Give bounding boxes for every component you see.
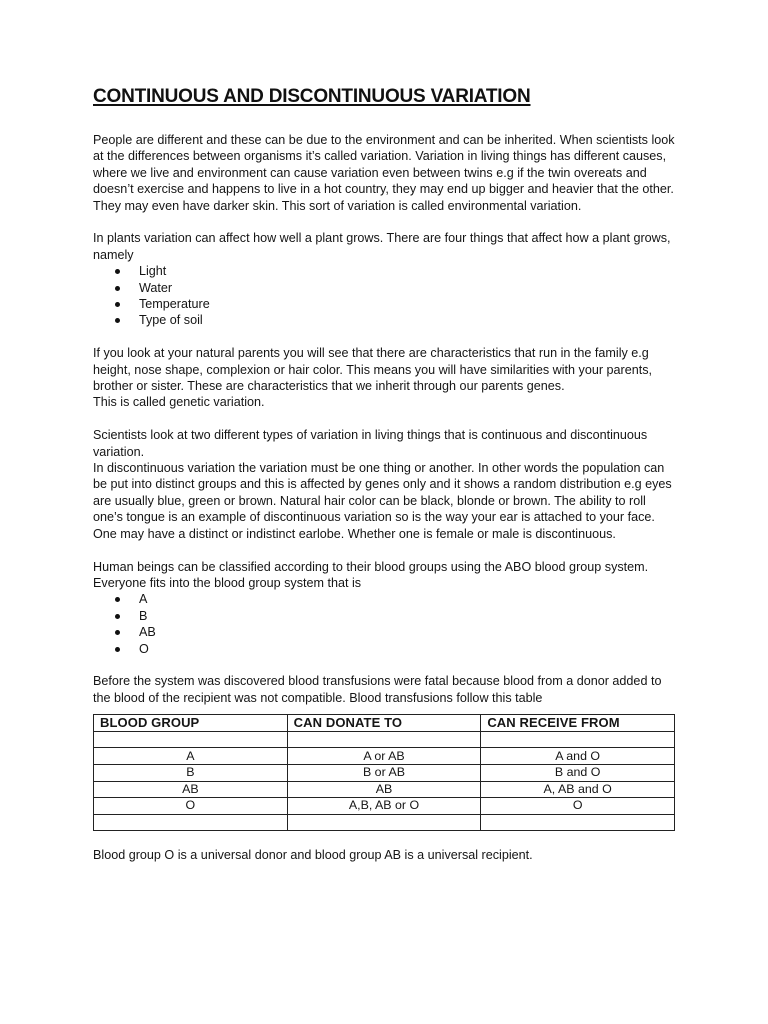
plants-paragraph: In plants variation can affect how well a plant grows. There are four things that affect how a plant grows, namely xyxy=(93,231,671,262)
table-cell xyxy=(94,814,288,831)
bullet-icon xyxy=(115,614,120,619)
bullet-icon xyxy=(115,302,120,307)
table-cell: A, AB and O xyxy=(481,781,675,798)
table-row xyxy=(94,798,675,815)
list-item: Temperature xyxy=(115,296,678,312)
document-body xyxy=(93,132,678,880)
list-item: Water xyxy=(115,280,678,296)
blood-transfusion-table xyxy=(93,714,675,831)
table-cell xyxy=(287,814,481,831)
bullet-icon xyxy=(115,318,120,323)
bullet-icon xyxy=(115,647,120,652)
table-cell xyxy=(94,731,288,748)
conclusion-paragraph: Blood group O is a universal donor and blood group AB is a universal recipient. xyxy=(93,848,533,863)
table-cell: A xyxy=(94,748,288,765)
header-can-receive-from: CAN RECEIVE FROM xyxy=(481,715,675,732)
list-item: Type of soil xyxy=(115,312,678,328)
table-cell: B xyxy=(94,764,288,781)
discontinuous-paragraph: In discontinuous variation the variation must be one thing or another. In other words the population can be put into distinct groups and this is affected by genes only and it shows a random distribution e.g eyes are usually blue, green or brown. Natural hair color can be black, blonde or brown. The ability to roll one’s tongue is an example of discontinuous variation so is the way your ear is attached to your face. One may have a distinct or indistinct earlobe. Whether one is female or male is discontinuous. xyxy=(93,461,672,541)
table-cell: O xyxy=(481,798,675,815)
blood-groups-paragraph: Human beings can be classified according to their blood groups using the ABO blood group system. Everyone fits into the blood group system that is xyxy=(93,559,649,590)
header-can-donate-to: CAN DONATE TO xyxy=(287,715,481,732)
types-paragraph: Scientists look at two different types of variation in living things that is continuous and discontinuous variation. xyxy=(93,428,648,459)
table-row xyxy=(94,814,675,831)
genetics-paragraph: If you look at your natural parents you will see that there are characteristics that run in the family e.g height, nose shape, complexion or hair color. This means you will have similarities with your parents, brother or sister. These are characteristics that we inherit through our parents genes. xyxy=(93,346,653,394)
table-row xyxy=(94,764,675,781)
table-cell: O xyxy=(94,798,288,815)
table-cell: A or AB xyxy=(287,748,481,765)
header-blood-group: BLOOD GROUP xyxy=(94,715,288,732)
table-cell: A,B, AB or O xyxy=(287,798,481,815)
plant-factors-list xyxy=(93,263,678,329)
table-header-row xyxy=(94,715,675,732)
table-row xyxy=(94,748,675,765)
bullet-icon xyxy=(115,269,120,274)
list-item: A xyxy=(115,591,678,607)
list-item: Light xyxy=(115,263,678,279)
intro-paragraph: People are different and these can be due to the environment and can be inherited. When scientists look at the differences between organisms it’s called variation. Variation in living things has different causes, where we live and environment can cause variation even between twins e.g if the twin overeats and doesn’t exercise and happens to live in a hot country, they may end up bigger and heavier that the other. They may even have darker skin. This sort of variation is called environmental variation. xyxy=(93,133,675,213)
table-cell: AB xyxy=(287,781,481,798)
bullet-icon xyxy=(115,597,120,602)
genetics-conclusion: This is called genetic variation. xyxy=(93,395,265,410)
list-item: O xyxy=(115,641,678,657)
table-cell: A and O xyxy=(481,748,675,765)
list-item: AB xyxy=(115,624,678,640)
list-item: B xyxy=(115,608,678,624)
table-cell xyxy=(287,731,481,748)
transfusion-paragraph: Before the system was discovered blood transfusions were fatal because blood from a donor added to the blood of the recipient was not compatible. Blood transfusions follow this table xyxy=(93,674,662,705)
table-cell: AB xyxy=(94,781,288,798)
table-cell xyxy=(481,814,675,831)
table-cell xyxy=(481,731,675,748)
table-cell: B and O xyxy=(481,764,675,781)
table-row xyxy=(94,731,675,748)
blood-groups-list xyxy=(93,591,678,657)
bullet-icon xyxy=(115,286,120,291)
table-row xyxy=(94,781,675,798)
table-cell: B or AB xyxy=(287,764,481,781)
page-title: CONTINUOUS AND DISCONTINUOUS VARIATION xyxy=(93,86,531,107)
bullet-icon xyxy=(115,630,120,635)
